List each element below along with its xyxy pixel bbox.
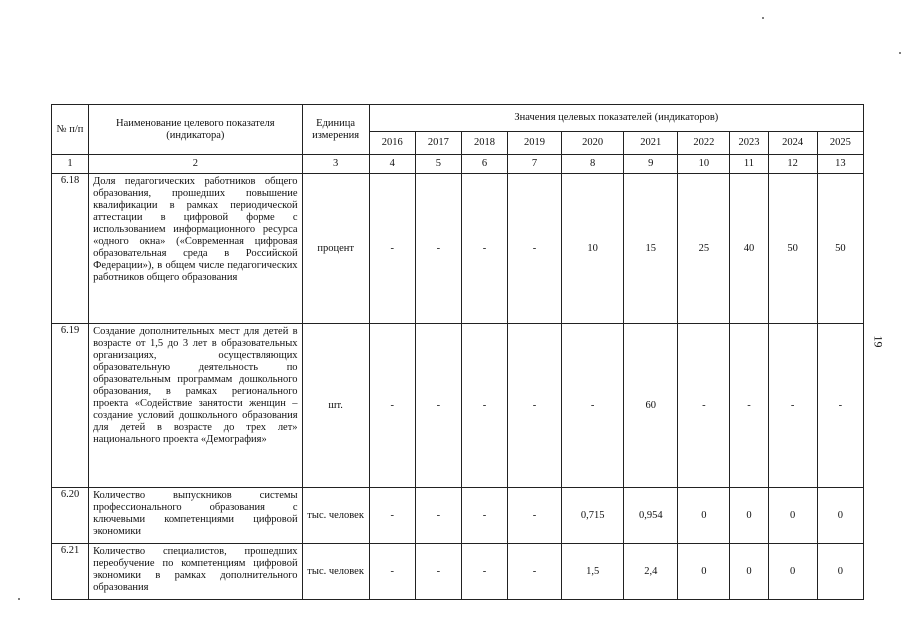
year-cell: 2021 bbox=[624, 132, 678, 155]
column-number: 4 bbox=[369, 155, 415, 174]
value-cell: - bbox=[768, 324, 817, 488]
value-cell: - bbox=[817, 324, 863, 488]
indicator-name: Создание дополнительных мест для детей в возрасте от 1,5 до 3 лет в образовательных организациях, осуществляющих образовательную деятельность по образовательным программам дошкольного образования, в рамках регионального проекта «Содействие занятости женщин – создание условий дошкольного образования для детей в возрасте до трех лет» национального проекта «Демография» bbox=[89, 324, 302, 488]
value-cell: 0 bbox=[730, 544, 768, 600]
indicator-table bbox=[51, 104, 864, 600]
header-number: № п/п bbox=[52, 105, 89, 155]
unit-cell: тыс. человек bbox=[302, 544, 369, 600]
year-cell: 2016 bbox=[369, 132, 415, 155]
value-cell: 0 bbox=[817, 544, 863, 600]
value-cell: - bbox=[415, 324, 461, 488]
table-row bbox=[52, 324, 864, 488]
year-cell: 2019 bbox=[507, 132, 561, 155]
value-cell: - bbox=[415, 544, 461, 600]
year-cell: 2024 bbox=[768, 132, 817, 155]
value-cell: 10 bbox=[562, 174, 624, 324]
year-cell: 2017 bbox=[415, 132, 461, 155]
value-cell: 0,954 bbox=[624, 488, 678, 544]
value-cell: - bbox=[369, 544, 415, 600]
column-number: 2 bbox=[89, 155, 302, 174]
year-cell: 2020 bbox=[562, 132, 624, 155]
column-number: 6 bbox=[461, 155, 507, 174]
column-number: 10 bbox=[678, 155, 730, 174]
year-cell: 2018 bbox=[461, 132, 507, 155]
value-cell: - bbox=[415, 174, 461, 324]
value-cell: 50 bbox=[768, 174, 817, 324]
year-cell: 2023 bbox=[730, 132, 768, 155]
row-number: 6.20 bbox=[52, 488, 89, 544]
scan-speck bbox=[18, 598, 20, 600]
column-number: 5 bbox=[415, 155, 461, 174]
value-cell: - bbox=[461, 488, 507, 544]
value-cell: - bbox=[507, 488, 561, 544]
value-cell: - bbox=[461, 324, 507, 488]
column-number: 7 bbox=[507, 155, 561, 174]
value-cell: - bbox=[678, 324, 730, 488]
value-cell: 0 bbox=[817, 488, 863, 544]
value-cell: 0 bbox=[678, 488, 730, 544]
row-number: 6.19 bbox=[52, 324, 89, 488]
year-cell: 2025 bbox=[817, 132, 863, 155]
value-cell: 15 bbox=[624, 174, 678, 324]
unit-cell: тыс. человек bbox=[302, 488, 369, 544]
value-cell: 40 bbox=[730, 174, 768, 324]
value-cell: 60 bbox=[624, 324, 678, 488]
column-number: 13 bbox=[817, 155, 863, 174]
value-cell: - bbox=[461, 544, 507, 600]
value-cell: 0 bbox=[768, 488, 817, 544]
indicator-name: Количество специалистов, прошедших переобучение по компетенциям цифровой экономики в рамках дополнительного образования bbox=[89, 544, 302, 600]
unit-cell: процент bbox=[302, 174, 369, 324]
value-cell: 50 bbox=[817, 174, 863, 324]
scan-speck bbox=[762, 17, 764, 19]
header-indicator-name: Наименование целевого показателя (индикатора) bbox=[89, 105, 302, 155]
header-row bbox=[52, 105, 864, 132]
value-cell: 2,4 bbox=[624, 544, 678, 600]
value-cell: 0 bbox=[678, 544, 730, 600]
indicator-name: Количество выпускников системы профессионального образования с ключевыми компетенциями цифровой экономики bbox=[89, 488, 302, 544]
value-cell: - bbox=[461, 174, 507, 324]
column-number: 11 bbox=[730, 155, 768, 174]
value-cell: 1,5 bbox=[562, 544, 624, 600]
row-number: 6.21 bbox=[52, 544, 89, 600]
value-cell: 0 bbox=[768, 544, 817, 600]
value-cell: - bbox=[369, 488, 415, 544]
year-cell: 2022 bbox=[678, 132, 730, 155]
value-cell: - bbox=[507, 324, 561, 488]
header-values: Значения целевых показателей (индикаторов) bbox=[369, 105, 863, 132]
table-row bbox=[52, 488, 864, 544]
column-number: 8 bbox=[562, 155, 624, 174]
value-cell: - bbox=[507, 174, 561, 324]
column-number: 12 bbox=[768, 155, 817, 174]
value-cell: 0 bbox=[730, 488, 768, 544]
column-number: 9 bbox=[624, 155, 678, 174]
header-unit: Единица измерения bbox=[302, 105, 369, 155]
scan-speck bbox=[899, 52, 901, 54]
table-row bbox=[52, 544, 864, 600]
page-number: 19 bbox=[871, 335, 886, 348]
row-number: 6.18 bbox=[52, 174, 89, 324]
value-cell: - bbox=[369, 324, 415, 488]
value-cell: - bbox=[369, 174, 415, 324]
value-cell: - bbox=[730, 324, 768, 488]
value-cell: - bbox=[507, 544, 561, 600]
column-number: 3 bbox=[302, 155, 369, 174]
value-cell: - bbox=[415, 488, 461, 544]
value-cell: - bbox=[562, 324, 624, 488]
value-cell: 25 bbox=[678, 174, 730, 324]
unit-cell: шт. bbox=[302, 324, 369, 488]
value-cell: 0,715 bbox=[562, 488, 624, 544]
table-row bbox=[52, 174, 864, 324]
column-number: 1 bbox=[52, 155, 89, 174]
indicator-name: Доля педагогических работников общего образования, прошедших повышение квалификации в рамках периодической аттестации в цифровой форме с использованием информационного ресурса «одного окна» («Современная цифровая образовательная среда в Российской Федерации»), в общем числе педагогических работников общего образования bbox=[89, 174, 302, 324]
column-numbering-row bbox=[52, 155, 864, 174]
